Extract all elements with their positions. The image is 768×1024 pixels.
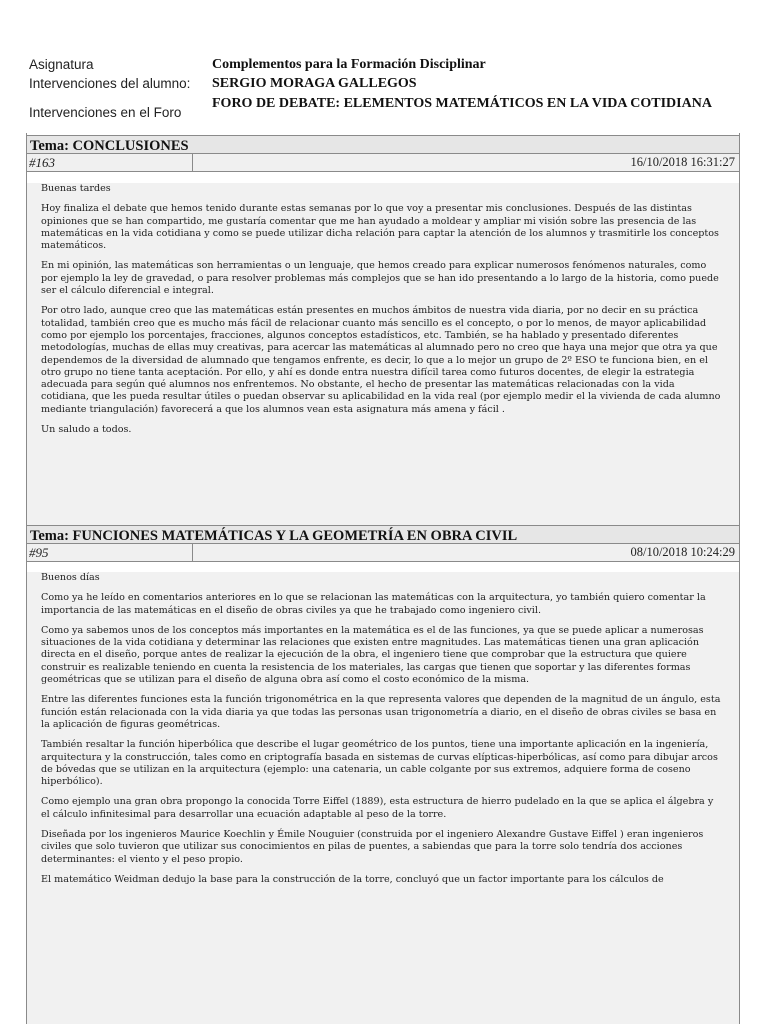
student-row <box>29 76 739 92</box>
post-paragraph: Como ya sabemos unos de los conceptos más importantes en la matemática es el de las funciones, ya que se puede aplicar a numerosas situaciones de la vida cotidiana y determinar las relaciones que existen entre magnitudes. Las matemáticas tienen una gran aplicación directa en el diseño, porque antes de realizar la ejecución de la obra, el ingeniero tiene que comprobar que la estructura que quiere construir es realizable teniendo en cuenta la resistencia de los materiales, las cargas que tienen que soportar y las diferentes formas geométricas que se utilizan para el diseño de alguna obra así como el costo económico de la misma. <box>41 624 704 686</box>
post-meta <box>27 544 739 562</box>
meta-divider <box>192 544 193 561</box>
student-name: SERGIO MORAGA GALLEGOS <box>212 76 417 91</box>
post-paragraph: Entre las diferentes funciones esta la función trigonométrica en la que representa valores que dependen de la magnitud de un ángulo, esta función están relacionada con la vida diaria ya que todas las personas usan trigonometría a diario, en el diseño de obras civiles se basa en la aplicación de figuras geométricas. <box>41 694 721 730</box>
topic-title: Tema: FUNCIONES MATEMÁTICAS Y LA GEOMETRÍA EN OBRA CIVIL <box>27 525 739 544</box>
post-number: #163 <box>29 155 55 170</box>
post-paragraph: Diseñada por los ingenieros Maurice Koechlin y Émile Nouguier (construida por el ingeniero Alexandre Gustave Eiffel ) eran ingenieros civiles que solo tuvieron que utilizar sus conocimientos en pilas de puentes, a sabiendas que para la torre solo tendría dos acciones determinantes: el viento y el peso propio. <box>41 829 704 865</box>
subject-value: Complementos para la Formación Disciplinar <box>212 57 486 72</box>
student-label: Intervenciones del alumno: <box>29 76 191 91</box>
post-date: 16/10/2018 16:31:27 <box>630 155 735 169</box>
post-paragraph: Como ya he leído en comentarios anteriores en lo que se relacionan las matemáticas con la arquitectura, yo también quiero comentar la importancia de las matemáticas en el diseño de obras civiles ya que he trabajado como ingeniero civil. <box>41 592 706 616</box>
topic-title: Tema: CONCLUSIONES <box>27 135 739 154</box>
post-paragraph: Buenas tardes <box>41 183 111 194</box>
subject-row <box>29 57 739 73</box>
post-paragraph: Hoy finaliza el debate que hemos tenido durante estas semanas por lo que voy a presentar mis conclusiones. Después de las distintas opiniones que se han compartido, me gustaría comentar que me han ayudado a moldear y ampliar mi visión sobre las presencia de las matemáticas en la vida cotidiana y como se puede utilizar dicha relación para captar la atención de los alumnos y trasmitirle los conceptos matemáticos. <box>41 203 719 252</box>
forum-label: Intervenciones en el Foro <box>29 105 182 120</box>
post-body <box>27 572 739 1024</box>
forum-posts <box>26 133 740 1024</box>
post-date: 08/10/2018 10:24:29 <box>630 545 735 559</box>
post-body <box>27 183 739 527</box>
post-paragraph: Por otro lado, aunque creo que las matemáticas están presentes en muchos ámbitos de nuestra vida diaria, por no decir en su práctica totalidad, también creo que es mucho más fácil de relacionar cuanto más sencillo es el concepto, o por lo menos, de mayor aplicabilidad como por ejemplo los porcentajes, fracciones, algunos conceptos estadísticos, etc. También, se ha hablado y presentado diferentes metodologías, muchas de ellas muy creativas, para acercar las matemáticas al alumnado pero no creo que haya una mejor que otra ya que dependemos de la diversidad de alumnado que tengamos enfrente, es decir, lo que a lo mejor un grupo de 2º ESO te funciona bien, en el otro grupo no tiene tanta aceptación. Por ello, y ahí es donde entra nuestra difícil tarea como futuros docentes, de elegir la estrategia adecuada para según qué alumnos nos enfrentemos. No obstante, el hecho de presentar las matemáticas relacionadas con la vida cotidiana, que les pueda resultar útiles o puedan observar su aplicabilidad en la vida real (por ejemplo medir el la vivienda de cada alumno mediante triangulación) favorecerá a que los alumnos vean esta asignatura más amena y fácil . <box>41 305 721 415</box>
post-meta <box>27 154 739 172</box>
post-paragraph: También resaltar la función hiperbólica que describe el lugar geométrico de los puntos, tiene una importante aplicación en la ingeniería, arquitectura y la construcción, tales como en criptografía basada en sistemas de curvas elípticas-hiperbólicas, así como para dibujar arcos de bóvedas que se utilizan en la arquitectura (ejemplo: una catenaria, un cable colgante por sus extremos, adquiere forma de coseno hiperbólico). <box>41 739 718 788</box>
subject-label: Asignatura <box>29 57 94 72</box>
post-paragraph: El matemático Weidman dedujo la base para la construcción de la torre, concluyó que un factor importante para los cálculos de <box>41 873 664 885</box>
forum-title: FORO DE DEBATE: ELEMENTOS MATEMÁTICOS EN LA VIDA COTIDIANA <box>212 96 712 111</box>
post-number: #95 <box>29 545 49 560</box>
post-paragraph: En mi opinión, las matemáticas son herramientas o un lenguaje, que hemos creado para explicar numerosos fenómenos naturales, como por ejemplo la ley de gravedad, o para resolver problemas más complejos que se han ido presentando a lo largo de la historia, como puede ser el cálculo diferencial e integral. <box>41 260 719 297</box>
post-paragraph: Como ejemplo una gran obra propongo la conocida Torre Eiffel (1889), esta estructura de hierro pudelado en la que se aplica el álgebra y el cálculo infinitesimal para desarrollar una ecuación adaptable al peso de la torre. <box>41 796 714 820</box>
post-paragraph: Un saludo a todos. <box>41 424 132 436</box>
post-paragraph: Buenos días <box>41 572 100 583</box>
meta-divider <box>192 154 193 171</box>
forum-row <box>29 96 739 130</box>
